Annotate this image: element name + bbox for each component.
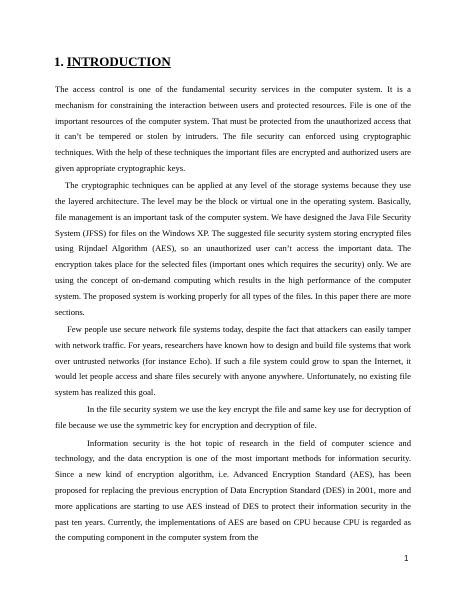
section-heading — [54, 54, 171, 70]
section-number: 1. — [54, 54, 64, 69]
body-text — [55, 82, 411, 548]
paragraph-network-file-systems: Few people use secure network file systems today, despite the fact that attackers can easily tamper with network traffic. For years, researchers have known how to design and build file systems that work over untrusted networks (for instance Echo). If such a file system could grow to span the Internet, it would let people access and share files securely with anyone anywhere. Unfortunately, no existing file system has realized this goal. — [55, 323, 411, 398]
section-title: INTRODUCTION — [66, 54, 171, 69]
paragraph-information-security: Information security is the hot topic of research in the field of computer science and technology, and the data encryption is one of the most important methods for information security. Since a new kind of encryption algorithm, i.e. Advanced Encryption Standard (AES), has been proposed for replacing the previous encryption of Data Encryption Standard (DES) in 2001, more and more applications are starting to use AES instead of DES to protect their information security in the past ten years. Currently, the implementations of AES are based on CPU because CPU is regarded as the computing component in the computer system from the — [55, 437, 411, 543]
paragraph-cryptographic-techniques: The cryptographic techniques can be applied at any level of the storage systems because they use the layered architecture. The level may be the block or virtual one in the operating system. Basically, file management is an important task of the computer system. We have designed the Java File Security System (JFSS) for files on the Windows XP. The suggested file security system storing encrypted files using Rijndael Algorithm (AES), so an unauthorized user can’t access the important data. The encryption takes place for the selected files (important ones which requires the security) only. We are using the concept of on-demand computing which results in the high performance of the computer system. The proposed system is working properly for all types of the files. In this paper there are more sections. — [55, 180, 411, 317]
paragraph-access-control: The access control is one of the fundamental security services in the computer system. It is a mechanism for constraining the interaction between users and protected resources. File is one of the important resources of the computer system. That must be protected from the unauthorized access that it can’t be tempered or stolen by intruders. The file security can enforced using cryptographic techniques. With the help of these techniques the important files are encrypted and authorized users are given appropriate cryptographic keys. — [55, 84, 411, 173]
paragraph-symmetric-key: In the file security system we use the key encrypt the file and same key use for decryption of file because we use the symmetric key for encryption and decryption of file. — [55, 404, 411, 431]
page-number: 1 — [404, 554, 409, 563]
